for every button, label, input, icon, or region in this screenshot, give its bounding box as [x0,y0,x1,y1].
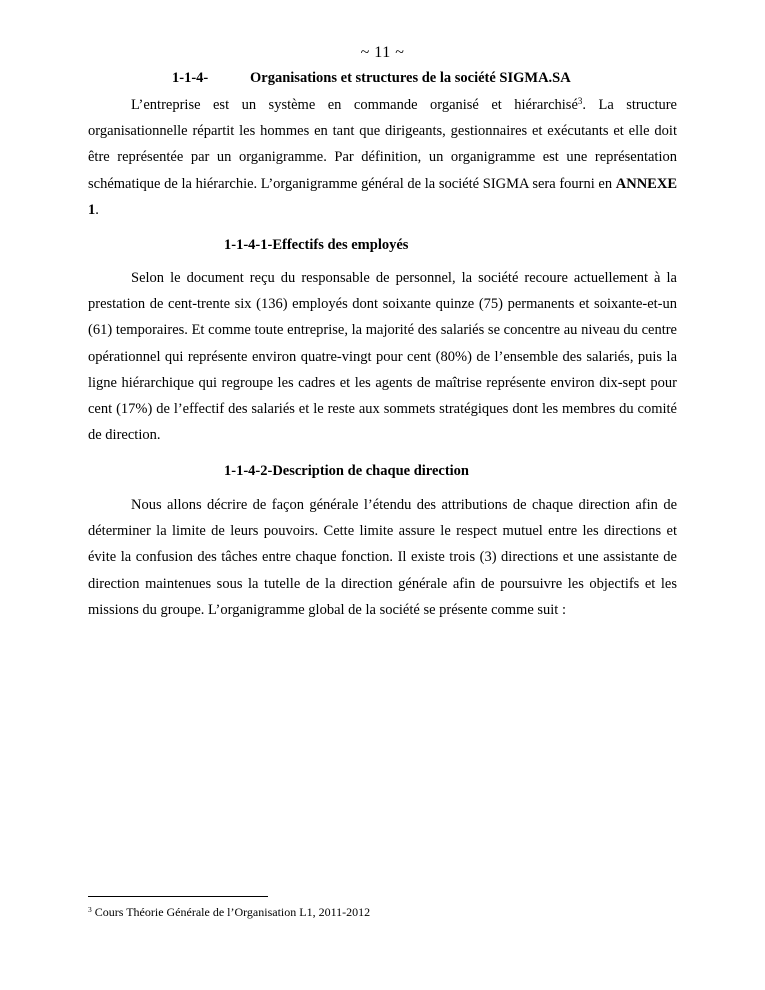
subsection-paragraph-effectifs: Selon le document reçu du responsable de personnel, la société recoure actuellement à la prestation de cent-trente six (136) employés dont soixante quinze (75) permanents et soixante-et-un (61) temporaires. Et comme toute entreprise, la majorité des salariés se concentre au niveau du centre opérationnel qui représente environ quatre-vingt pour cent (80%) de l’ensemble des salariés, puis la ligne hiérarchique qui regroupe les cadres et les agents de maîtrise représente environ dix-sept pour cent (17%) de l’effectif des salariés et le reste aux sommets stratégiques dont les membres du comité de direction. [88,270,677,444]
annex-reference: ANNEXE 1 [88,175,677,218]
page-number: ~ 11 ~ [360,44,405,61]
paragraph-text-middle: . La structure organisationnelle répartit les hommes en tant que dirigeants, gestionnaires et exécutants et elle doit être représentée par un organigramme. Par définition, un organigramme est une représentation schématique de la hiérarchie. L’organigramme général de la société SIGMA sera fourni en [88,97,677,192]
section-title: Organisations et structures de la société SIGMA.SA [250,70,571,86]
subsection-heading-effectifs: 1-1-4-1-Effectifs des employés [224,237,409,253]
section-paragraph [88,92,677,223]
footnote [88,905,370,920]
subsection-heading-description: 1-1-4-2-Description de chaque direction [224,463,469,479]
paragraph-text-start: L’entreprise est un système en commande organisé et hiérarchisé [131,97,578,113]
footnote-text: Cours Théorie Générale de l’Organisation L1, 2011-2012 [94,905,371,919]
subsection-paragraph-description: Nous allons décrire de façon générale l’étendu des attributions de chaque direction afin de déterminer la limite de leurs pouvoirs. Cette limite assure le respect mutuel entre les directions et évite la confusion des tâches entre chaque fonction. Il existe trois (3) directions et une assistante de direction maintenues sous la tutelle de la direction générale afin de poursuivre les objectifs et les missions du groupe. L’organigramme global de la société se présente comme suit : [88,497,677,618]
footnote-reference: 3 [577,96,583,106]
footnote-marker: 3 [88,905,92,914]
paragraph-text-end: . [95,201,99,218]
section-heading [172,70,571,87]
footnote-separator [88,896,268,897]
section-number: 1-1-4- [172,70,209,86]
